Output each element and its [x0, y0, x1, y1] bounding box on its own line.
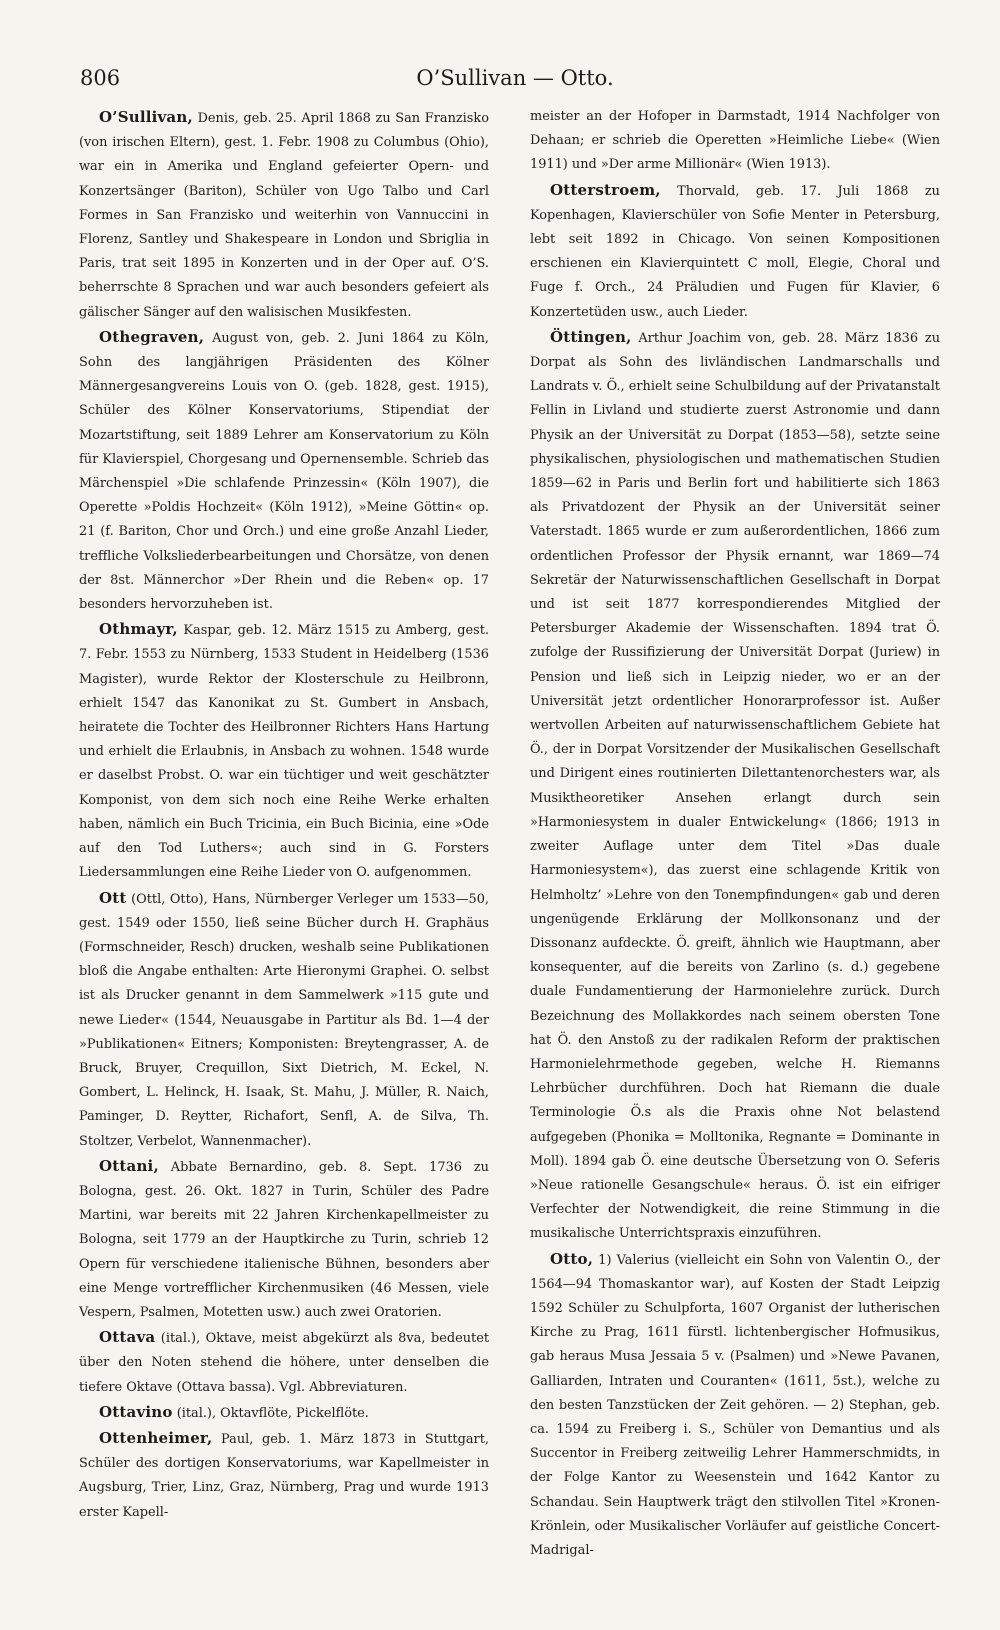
headword: Otto, [550, 1249, 594, 1268]
entry-othmayr [79, 617, 489, 885]
entry-othegraven [79, 325, 489, 617]
headword: O’Sullivan, [99, 108, 193, 126]
headword: Öttingen, [550, 327, 632, 346]
entry-text: Paul, geb. 1. März 1873 in Stuttgart, Schüler des dortigen Konservatoriums, war Kapellmeister in Augsburg, Trier, Linz, Graz, Nürnberg, Prag und wurde 1913 erster Kapell- [79, 1431, 489, 1520]
headword: Ottani, [99, 1156, 159, 1175]
page-header [80, 60, 950, 100]
running-title: O’Sullivan — Otto. [416, 66, 614, 90]
entry-text: August von, geb. 2. Juni 1864 zu Köln, Sohn des langjährigen Präsidenten des Kölner Männergesangvereins Louis von O. (geb. 1828, gest. 1915), Schüler des Kölner Konservatoriums, Stipendiat der Mozartstiftung, seit 1889 Lehrer am Konservatorium zu Köln für Klavierspiel, Chorgesang und Opernensemble. Schrieb das Märchenspiel »Die schlafende Prinzessin« (Köln 1907), die Operette »Poldis Hochzeit« (Köln 1912), »Meine Göttin« op. 21 (f. Bariton, Chor und Orch.) und eine große Anzahl Lieder, treffliche Volksliederbearbeitungen und Chorsätze, von denen der 8st. Männerchor »Der Rhein und die Reben« op. 17 besonders hervorzuheben ist. [79, 330, 489, 613]
headword: Ott [99, 888, 127, 907]
entry-text: (ital.), Oktave, meist abgekürzt als 8va, bedeutet über den Noten stehend die höhere, unter denselben die tiefere Oktave (Ottava bassa). Vgl. Abbreviaturen. [79, 1331, 490, 1395]
entry-text: Arthur Joachim von, geb. 28. März 1836 zu Dorpat als Sohn des livländischen Landmarschalls und Landrats v. Ö., erhielt seine Schulbildung auf der Privatanstalt Fellin in Livland und studierte zuerst Astronomie und dann Physik an der Universität zu Dorpat (1853—58), setzte seine physikalischen, physiologischen und mathematischen Studien 1859—62 in Paris und Berlin fort und habilitierte sich 1863 als Privatdozent der Physik an der Universität seiner Vaterstadt. 1865 wurde er zum außerordentlichen, 1866 zum ordentlichen Professor der Physik ernannt, war 1869—74 Sekretär der Naturwissenschaftlichen Gesellschaft in Dorpat und ist seit 1877 korrespondierendes Mitglied der Petersburger Akademie der Wissenschaften. 1894 trat Ö. zufolge der Russifizierung der Universität Dorpat (Juriew) in Pension und ließ sich in Leipzig nieder, wo er an der Universität jetzt ordentlicher Honorarprofessor ist. Außer wertvollen Arbeiten auf naturwissenschaftlichem Gebiete hat Ö., der in Dorpat Vorsitzender der Musikalischen Gesellschaft und Dirigent eines routinierten Dilettantenorchesters war, als Musiktheoretiker Ansehen erlangt durch sein »Harmoniesystem in dualer Entwickelung« (1866; 1913 in zweiter Auflage unter dem Titel »Das duale Harmoniesystem«), das zuerst eine schlagende Kritik von Helmholtz’ »Lehre von den Tonempfindungen« gab und deren ungenügende Erklärung der Mollkonsonanz und der Dissonanz aufdeckte. Ö. greift, ähnlich wie Hauptmann, aber konsequenter, auf die bereits von Zarlino (s. d.) gegebene duale Fundamentierung der Harmonielehre zurück. Durch Bezeichnung des Mollakkordes nach seinem obersten Tone hat Ö. den Anstoß zu der radikalen Reform der praktischen Harmonielehrmethode gegeben, welche H. Riemanns Lehrbücher durchführen. Doch hat Riemann die duale Terminologie Ö.s als die Praxis ohne Not belastend aufgegeben (Phonika = Molltonika, Regnante = Dominante in Moll). 1894 gab Ö. eine deutsche Übersetzung von O. Seferis »Neue rationelle Gesangschule« heraus. Ö. ist ein eifriger Verfechter der Notwendigkeit, die reine Stimmung in die musikalische Unterrichtspraxis einzuführen. [530, 330, 940, 1242]
entry-ottenheimer [79, 1426, 489, 1525]
entry-osullivan [79, 105, 489, 325]
right-column [530, 105, 940, 1563]
entry-text: Denis, geb. 25. April 1868 zu San Franzisko (von irischen Eltern), gest. 1. Febr. 1908 zu Columbus (Ohio), war ein in Amerika und England gefeierter Opern- und Konzertsänger (Bariton), Schüler von Ugo Talbo und Carl Formes in San Franzisko und weiterhin von Vannuccini in Florenz, Santley und Shakespeare in London und Sbriglia in Paris, trat seit 1895 in Konzerten und in der Oper auf. O’S. beherrschte 8 Sprachen und war auch besonders gefeiert als gälischer Sänger auf den walisischen Musikfesten. [79, 111, 489, 320]
entry-ottani [79, 1154, 489, 1325]
entry-text: Thorvald, geb. 17. Juli 1868 zu Kopenhagen, Klavierschüler von Sofie Menter in Petersburg, lebt seit 1892 in Chicago. Von seinen Kompositionen erschienen ein Klavierquintett C moll, Elegie, Choral und Fuge f. Orch., 24 Präludien und Fugen für Klavier, 6 Konzertetüden usw., auch Lieder. [530, 183, 940, 320]
entry-oettingen [530, 325, 940, 1247]
headword: Otterstroem, [550, 180, 661, 199]
entry-text: meister an der Hofoper in Darmstadt, 1914 Nachfolger von Dehaan; er schrieb die Operetten »Heimliche Liebe« (Wien 1911) und »Der arme Millionär« (Wien 1913). [530, 109, 940, 173]
page-number: 806 [80, 66, 121, 90]
entry-ottavino [79, 1400, 489, 1426]
entry-ottenheimer-continued [530, 105, 940, 178]
left-column [79, 105, 489, 1525]
headword: Ottenheimer, [99, 1428, 213, 1447]
entry-text: 1) Valerius (vielleicht ein Sohn von Valentin O., der 1564—94 Thomaskantor war), auf Kosten der Stadt Leipzig 1592 Schüler zu Schulpforta, 1607 Organist der lutherischen Kirche zu Prag, 1611 fürstl. lichtenbergischer Hofmusikus, gab heraus Musa Jessaia 5 v. (Psalmen) und »Newe Pavanen, Galliarden, Intraten und Couranten« (1611, 5st.), welche zu den besten Tanzstücken der Zeit gehören. — 2) Stephan, geb. ca. 1594 zu Freiberg i. S., Schüler von Demantius und als Succentor in Freiberg zeitweilig Lehrer Hammerschmidts, in der Folge Kantor zu Weesenstein und 1642 Kantor zu Schandau. Sein Hauptwerk trägt den stilvollen Titel »Kronen-Krönlein, oder Musikalischer Vorläufer auf geistliche Concert-Madrigal- [530, 1252, 940, 1558]
entry-text: (Ottl, Otto), Hans, Nürnberger Verleger um 1533—50, gest. 1549 oder 1550, ließ seine Bücher durch H. Graphäus (Formschneider, Resch) drucken, weshalb seine Publikationen bloß die Angabe enthalten: Arte Hieronymi Graphei. O. selbst ist als Drucker genannt in dem Sammelwerk »115 gute und newe Lieder« (1544, Neuausgabe in Partitur als Bd. 1—4 der »Publikationen« Eitners; Komponisten: Breytengrasser, A. de Bruck, Bruyer, Crequillon, Sixt Dietrich, M. Eckel, N. Gombert, L. Helinck, H. Isaak, St. Mahu, J. Müller, R. Naich, Paminger, D. Reytter, Richafort, Senfl, A. de Silva, Th. Stoltzer, Verbelot, Wannenmacher). [79, 891, 489, 1149]
headword: Othegraven, [99, 327, 205, 346]
entry-ottava [79, 1325, 489, 1400]
entry-text: (ital.), Oktavflöte, Pickelflöte. [176, 1405, 369, 1421]
entry-otterstroem [530, 178, 940, 325]
entry-text: Kaspar, geb. 12. März 1515 zu Amberg, gest. 7. Febr. 1553 zu Nürnberg, 1533 Student in Heidelberg (1536 Magister), wurde Rektor der Klosterschule zu Heilbronn, erhielt 1547 das Kanonikat zu St. Gumbert in Ansbach, heiratete die Tochter des Heilbronner Richters Hans Hartung und erhielt die Erlaubnis, in Ansbach zu wohnen. 1548 wurde er daselbst Probst. O. war ein tüchtiger und weit geschätzter Komponist, von dem sich noch eine Reihe Werke erhalten haben, nämlich ein Buch Tricinia, ein Buch Bicinia, eine »Ode auf den Tod Luthers«; auch sind in G. Forsters Liedersammlungen eine Reihe Lieder von O. aufgenommen. [79, 623, 489, 881]
headword: Ottavino [99, 1402, 173, 1421]
entry-ott [79, 886, 489, 1154]
headword: Othmayr, [99, 620, 178, 639]
headword: Ottava [99, 1328, 156, 1347]
entry-otto [530, 1247, 940, 1564]
entry-text: Abbate Bernardino, geb. 8. Sept. 1736 zu Bologna, gest. 26. Okt. 1827 in Turin, Schüler des Padre Martini, war bereits mit 22 Jahren Kirchenkapellmeister zu Bologna, seit 1779 an der Hauptkirche zu Turin, schrieb 12 Opern für verschiedene italienische Bühnen, besonders aber eine Menge vortrefflicher Kirchenmusiken (46 Messen, viele Vespern, Psalmen, Motetten usw.) auch zwei Oratorien. [79, 1159, 489, 1320]
